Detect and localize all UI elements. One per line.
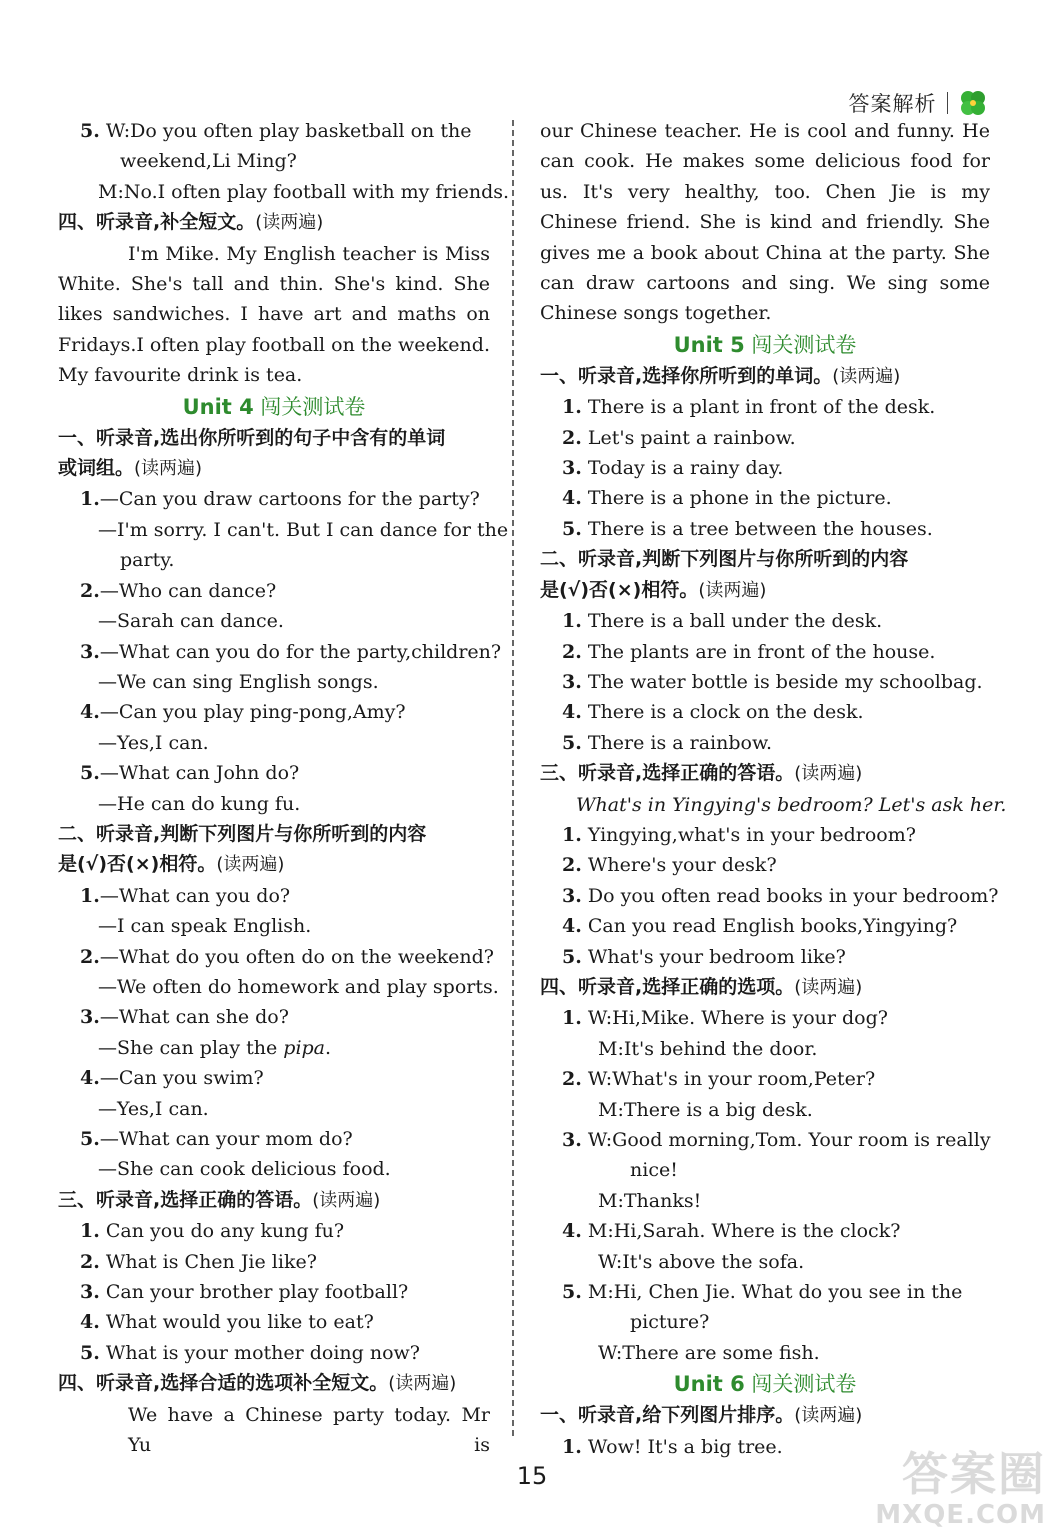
question-line: 4. There is a clock on the desk.	[562, 701, 864, 724]
dialog-line: 3.—What can she do?	[80, 1006, 289, 1029]
passage-line: our Chinese teacher. He is cool and funny. He	[540, 120, 990, 142]
dialog-line: —I can speak English.	[98, 915, 312, 938]
section-title: 四、听录音,选择正确的选项。(读两遍)	[540, 975, 863, 998]
dialog-line: 5.—What can John do?	[80, 762, 300, 785]
column-divider	[512, 120, 514, 1436]
left-column	[58, 116, 510, 1460]
question-line: 1. Can you do any kung fu?	[80, 1220, 345, 1243]
dialog-line: 4. M:Hi,Sarah. Where is the clock?	[562, 1220, 901, 1243]
section-note: (读两遍)	[794, 1405, 863, 1427]
question-line: 5. What's your bedroom like?	[562, 945, 846, 968]
dialog-text: weekend,Li Ming?	[120, 150, 297, 173]
section-note: (读两遍)	[698, 579, 767, 601]
dialog-line: —We can sing English songs.	[98, 670, 379, 693]
section-title: 是(√)否(×)相符。(读两遍)	[58, 853, 285, 876]
unit-title: 闯关测试卷	[751, 332, 857, 357]
question-line: 3. The water bottle is beside my schoolbag.	[562, 670, 983, 693]
dialog-line: W:There are some fish.	[598, 1341, 820, 1364]
dialog-line	[58, 116, 490, 146]
dialog-line: 1. W:Hi,Mike. Where is your dog?	[562, 1007, 888, 1030]
dialog-line: 4.—Can you swim?	[80, 1067, 264, 1090]
section-note: (读两遍)	[794, 976, 863, 998]
dialog-line: —Yes,I can.	[98, 731, 209, 754]
passage-line: Fridays.I often play football on the weekend.	[58, 333, 490, 356]
passage-line: can draw cartoons and sing. We sing some	[540, 272, 990, 295]
unit-title: 闯关测试卷	[751, 1372, 857, 1397]
section-title: 三、听录音,选择正确的答语。(读两遍)	[540, 762, 863, 785]
page-number: 15	[516, 1462, 548, 1490]
section-note: (读两遍)	[255, 212, 324, 234]
dialog-line: party.	[120, 549, 175, 572]
question-line: 2. Let's paint a rainbow.	[562, 426, 796, 449]
passage-line: Chinese friend. She is kind and friendly. She	[540, 211, 990, 234]
dialog-line: 3. W:Good morning,Tom. Your room is really	[562, 1129, 991, 1151]
question-line: 4. There is a phone in the picture.	[562, 487, 892, 510]
section-note: (读两遍)	[134, 458, 203, 480]
question-line: 2. Where's your desk?	[562, 854, 777, 877]
intro-line: What's in Yingying's bedroom? Let's ask her.	[576, 793, 1007, 816]
watermark-text: 答案圈	[902, 1447, 1046, 1501]
dialog-line: —She can cook delicious food.	[98, 1158, 391, 1181]
dialog-line: —I'm sorry. I can't. But I can dance for the	[98, 518, 509, 541]
unit-heading	[58, 391, 490, 423]
section-note: (读两遍)	[216, 854, 285, 876]
question-line: 5. There is a rainbow.	[562, 731, 773, 754]
section-title: 二、听录音,判断下列图片与你所听到的内容	[58, 822, 427, 845]
right-column	[540, 116, 1007, 1462]
watermark-url: MXQE.COM	[875, 1500, 1046, 1530]
dialog-line: 2.—What do you often do on the weekend?	[80, 945, 494, 968]
dialog-line: 2.—Who can dance?	[80, 579, 277, 602]
passage-line: My favourite drink is tea.	[58, 364, 303, 387]
question-line: 1. There is a plant in front of the desk.	[562, 396, 936, 419]
dialog-line: 1.—Can you draw cartoons for the party?	[80, 488, 480, 511]
watermark-logo	[874, 1438, 1054, 1530]
question-line: 1. Wow! It's a big tree.	[562, 1435, 783, 1458]
question-line: 3. Today is a rainy day.	[562, 457, 784, 480]
item-number: 5.	[80, 120, 100, 142]
question-line: 3. Do you often read books in your bedroom?	[562, 884, 999, 907]
header-divider	[947, 92, 949, 114]
passage-line: us. It's very healthy, too. Chen Jie is my	[540, 180, 990, 203]
question-line: 3. Can your brother play football?	[80, 1281, 409, 1304]
dialog-line: picture?	[630, 1311, 710, 1334]
dialog-line: 3.—What can you do for the party,children?	[80, 640, 502, 663]
passage-line: We have a Chinese party today. Mr Yu is	[128, 1403, 490, 1457]
question-line: 2. What is Chen Jie like?	[80, 1250, 317, 1273]
dialog-line: —He can do kung fu.	[98, 792, 301, 815]
section-note: (读两遍)	[794, 763, 863, 785]
dialog-line: 5. M:Hi, Chen Jie. What do you see in the	[562, 1281, 963, 1304]
dialog-line: M:There is a big desk.	[598, 1098, 813, 1121]
section-title: 二、听录音,判断下列图片与你所听到的内容	[540, 548, 909, 571]
dialog-line: 2. W:What's in your room,Peter?	[562, 1068, 876, 1091]
section-title: 是(√)否(×)相符。(读两遍)	[540, 578, 767, 601]
section-title: 一、听录音,选出你所听到的句子中含有的单词	[58, 426, 446, 449]
unit-number: Unit 4	[182, 394, 254, 419]
header-title: 答案解析	[848, 92, 937, 116]
dialog-line: —She can play the pipa.	[98, 1036, 332, 1059]
passage-line: likes sandwiches. I have art and maths on	[58, 303, 490, 326]
section-title: 或词组。(读两遍)	[58, 457, 203, 480]
section-title: 四、听录音,补全短文。(读两遍)	[58, 211, 324, 234]
section-title: 三、听录音,选择正确的答语。(读两遍)	[58, 1188, 381, 1211]
page-header	[849, 88, 989, 118]
question-line: 4. Can you read English books,Yingying?	[562, 915, 958, 938]
section-title: 四、听录音,选择合适的选项补全短文。(读两遍)	[58, 1372, 457, 1395]
dialog-line: —We often do homework and play sports.	[98, 975, 499, 998]
dialog-line: —Sarah can dance.	[98, 610, 284, 633]
dialog-line: W:It's above the sofa.	[598, 1250, 805, 1273]
dialog-line: 5.—What can your mom do?	[80, 1128, 353, 1150]
dialog-line: M:It's behind the door.	[598, 1037, 818, 1060]
question-line: 1. There is a ball under the desk.	[562, 610, 883, 633]
clover-icon	[958, 88, 988, 118]
dialog-line: nice!	[630, 1159, 678, 1182]
dialog-text: W:Do you often play basketball on the	[105, 120, 472, 142]
passage-line: White. She's tall and thin. She's kind. She	[58, 273, 490, 296]
unit-title: 闯关测试卷	[260, 394, 366, 419]
section-title: 一、听录音,给下列图片排序。(读两遍)	[540, 1404, 863, 1427]
section-note: (读两遍)	[832, 365, 901, 387]
unit-number: Unit 6	[673, 1372, 745, 1397]
unit-number: Unit 5	[673, 332, 745, 357]
section-note: (读两遍)	[312, 1189, 381, 1211]
dialog-line: M:Thanks!	[598, 1189, 702, 1212]
question-line: 5. There is a tree between the houses.	[562, 517, 933, 540]
passage-line: gives me a book about China at the party. She	[540, 241, 990, 264]
question-line: 1. Yingying,what's in your bedroom?	[562, 823, 916, 846]
passage-line: Chinese songs together.	[540, 302, 772, 325]
section-title: 一、听录音,选择你所听到的单词。(读两遍)	[540, 364, 901, 387]
dialog-line: 4.—Can you play ping-pong,Amy?	[80, 701, 406, 724]
unit-heading	[540, 1368, 990, 1400]
dialog-text: M:No.I often play football with my friends.	[98, 180, 510, 203]
dialog-line: 1.—What can you do?	[80, 884, 291, 907]
question-line: 2. The plants are in front of the house.	[562, 640, 936, 663]
question-line: 4. What would you like to eat?	[80, 1311, 374, 1334]
unit-heading	[540, 329, 990, 361]
passage-line: I'm Mike. My English teacher is Miss	[128, 242, 490, 265]
passage-line: can cook. He makes some delicious food for	[540, 150, 990, 173]
dialog-line	[58, 177, 510, 207]
dialog-line	[58, 146, 490, 176]
section-note: (读两遍)	[388, 1373, 457, 1395]
dialog-line: —Yes,I can.	[98, 1097, 209, 1120]
question-line: 5. What is your mother doing now?	[80, 1341, 420, 1364]
